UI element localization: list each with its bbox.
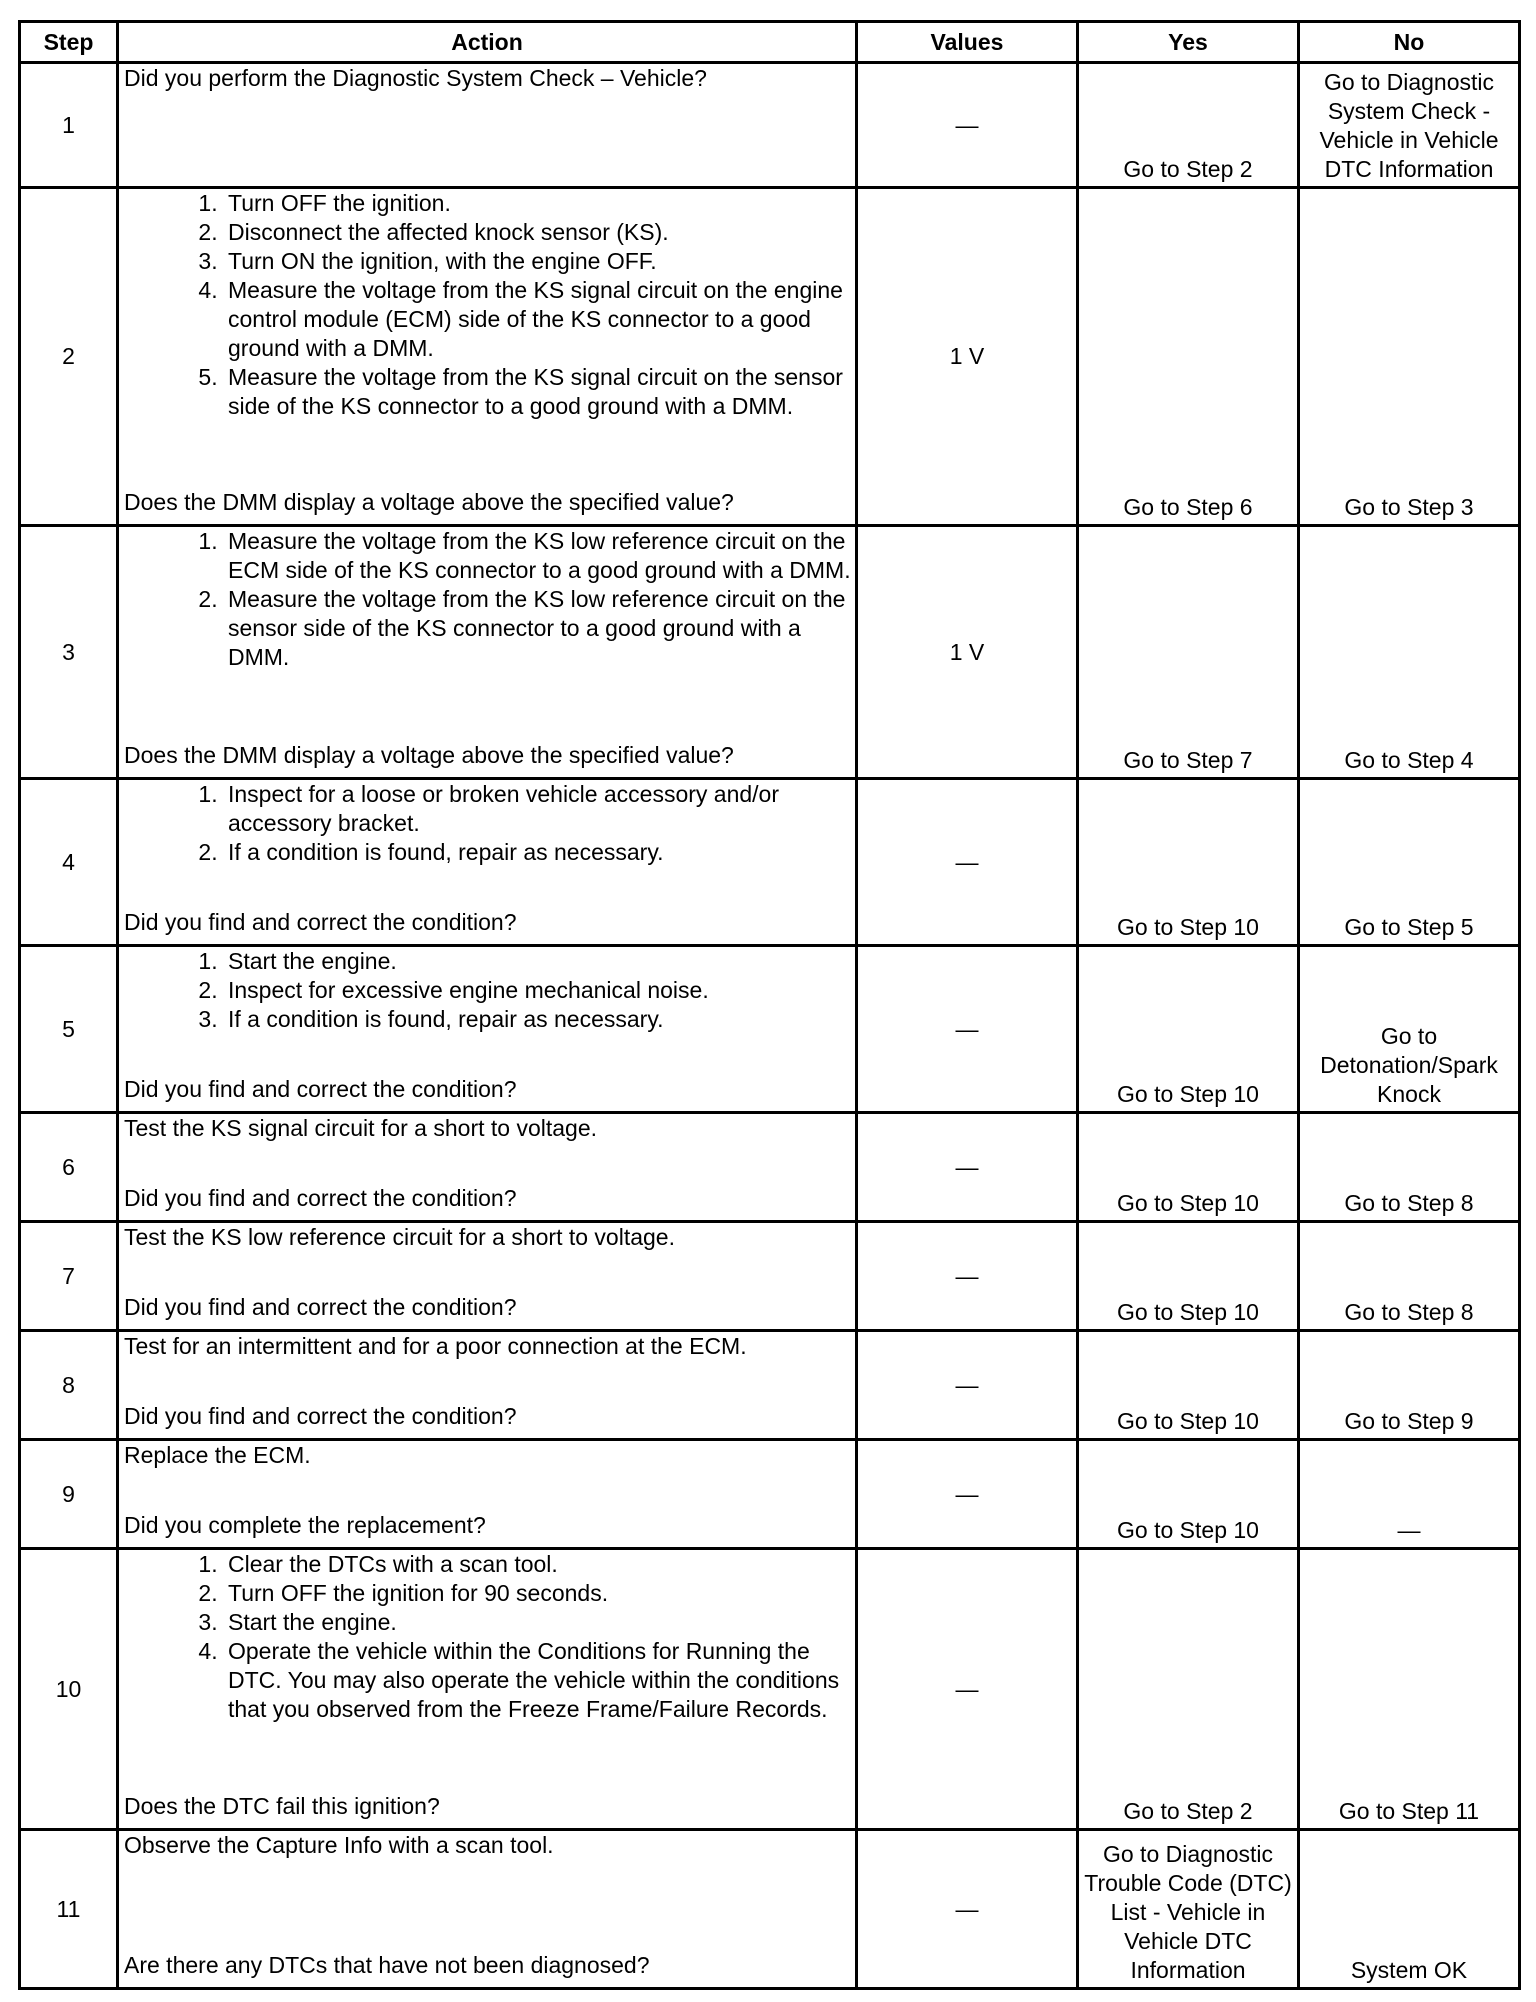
action-steps-list [124,1550,851,1724]
no-cell: System OK [1299,1830,1520,1989]
yes-cell: Go to Step 10 [1078,1222,1299,1331]
table-row [20,779,1520,946]
action-intro: Did you perform the Diagnostic System Check – Vehicle? [124,65,707,91]
table-row [20,188,1520,526]
action-cell [118,1331,857,1440]
header-values: Values [857,22,1078,63]
table-row [20,63,1520,188]
action-steps-list [124,189,851,421]
action-question: Did you find and correct the condition? [124,1403,517,1429]
values-cell: 1 V [857,526,1078,779]
table-row [20,1830,1520,1989]
values-cell: — [857,1549,1078,1830]
action-cell [118,1830,857,1989]
values-cell: — [857,1830,1078,1989]
header-step: Step [20,22,118,63]
action-step-item: 4. Operate the vehicle within the Conditions for Running the DTC. You may also operate the vehicle within the conditions that you observed from the Freeze Frame/Failure Records. [224,1637,851,1724]
action-question: Did you find and correct the condition? [124,909,517,935]
action-step-item: 1. Measure the voltage from the KS low reference circuit on the ECM side of the KS connector to a good ground with a DMM. [224,527,851,585]
step-number: 1 [20,63,118,188]
action-cell [118,1440,857,1549]
table-row [20,1113,1520,1222]
step-number: 4 [20,779,118,946]
action-steps-list [124,947,851,1034]
no-cell: Go to Step 11 [1299,1549,1520,1830]
step-number: 3 [20,526,118,779]
table-row [20,1222,1520,1331]
action-intro: Test for an intermittent and for a poor connection at the ECM. [124,1333,747,1359]
step-number: 9 [20,1440,118,1549]
step-number: 10 [20,1549,118,1830]
action-intro: Replace the ECM. [124,1442,311,1468]
action-step-item: 2. Inspect for excessive engine mechanical noise. [224,976,851,1005]
action-step-item: 2. Turn OFF the ignition for 90 seconds. [224,1579,851,1608]
values-cell: — [857,63,1078,188]
action-step-item: 2. If a condition is found, repair as necessary. [224,838,851,867]
yes-cell: Go to Step 7 [1078,526,1299,779]
action-step-item: 3. Turn ON the ignition, with the engine OFF. [224,247,851,276]
no-cell: Go to Step 4 [1299,526,1520,779]
action-step-item: 3. Start the engine. [224,1608,851,1637]
action-question: Does the DTC fail this ignition? [124,1793,440,1819]
action-question: Are there any DTCs that have not been diagnosed? [124,1952,650,1978]
values-cell: — [857,1331,1078,1440]
table-row [20,1440,1520,1549]
action-step-item: 3. If a condition is found, repair as necessary. [224,1005,851,1034]
step-number: 6 [20,1113,118,1222]
values-cell: — [857,1113,1078,1222]
action-question: Did you complete the replacement? [124,1512,486,1538]
action-question: Did you find and correct the condition? [124,1294,517,1320]
action-step-item: 1. Clear the DTCs with a scan tool. [224,1550,851,1579]
action-steps-list [124,527,851,672]
action-intro: Test the KS low reference circuit for a short to voltage. [124,1224,675,1250]
step-number: 2 [20,188,118,526]
action-question: Does the DMM display a voltage above the specified value? [124,489,734,515]
values-cell: — [857,1440,1078,1549]
action-cell [118,946,857,1113]
yes-cell: Go to Step 10 [1078,779,1299,946]
action-step-item: 1. Inspect for a loose or broken vehicle accessory and/or accessory bracket. [224,780,851,838]
yes-cell: Go to Step 2 [1078,63,1299,188]
action-step-item: 2. Measure the voltage from the KS low reference circuit on the sensor side of the KS connector to a good ground with a DMM. [224,585,851,672]
no-cell: Go to Step 3 [1299,188,1520,526]
yes-cell: Go to Step 10 [1078,946,1299,1113]
diagnostic-table [18,20,1521,1990]
action-cell [118,63,857,188]
yes-cell: Go to Step 6 [1078,188,1299,526]
header-action: Action [118,22,857,63]
values-cell: — [857,779,1078,946]
step-number: 5 [20,946,118,1113]
values-cell: — [857,1222,1078,1331]
action-question: Does the DMM display a voltage above the specified value? [124,742,734,768]
table-row [20,946,1520,1113]
action-cell [118,779,857,946]
action-cell [118,1549,857,1830]
action-cell [118,526,857,779]
table-row [20,1549,1520,1830]
no-cell: — [1299,1440,1520,1549]
no-cell: Go to Step 9 [1299,1331,1520,1440]
step-number: 7 [20,1222,118,1331]
action-question: Did you find and correct the condition? [124,1185,517,1211]
no-cell: Go to Step 8 [1299,1113,1520,1222]
values-cell: — [857,946,1078,1113]
step-number: 11 [20,1830,118,1989]
no-cell: Go to Step 5 [1299,779,1520,946]
action-question: Did you find and correct the condition? [124,1076,517,1102]
yes-cell: Go to Step 10 [1078,1331,1299,1440]
header-yes: Yes [1078,22,1299,63]
action-cell [118,1113,857,1222]
yes-cell: Go to Step 10 [1078,1113,1299,1222]
action-step-item: 2. Disconnect the affected knock sensor (KS). [224,218,851,247]
no-cell: Go to Step 8 [1299,1222,1520,1331]
action-cell [118,188,857,526]
table-row [20,526,1520,779]
step-number: 8 [20,1331,118,1440]
action-steps-list [124,780,851,867]
action-step-item: 1. Turn OFF the ignition. [224,189,851,218]
action-step-item: 1. Start the engine. [224,947,851,976]
yes-cell: Go to Step 10 [1078,1440,1299,1549]
action-intro: Observe the Capture Info with a scan tool. [124,1832,554,1858]
values-cell: 1 V [857,188,1078,526]
header-row [20,22,1520,63]
action-cell [118,1222,857,1331]
action-step-item: 4. Measure the voltage from the KS signal circuit on the engine control module (ECM) side of the KS connector to a good ground with a DMM. [224,276,851,363]
no-cell: Go to Detonation/Spark Knock [1299,946,1520,1113]
action-intro: Test the KS signal circuit for a short to voltage. [124,1115,598,1141]
header-no: No [1299,22,1520,63]
yes-cell: Go to Step 2 [1078,1549,1299,1830]
table-row [20,1331,1520,1440]
action-step-item: 5. Measure the voltage from the KS signal circuit on the sensor side of the KS connector to a good ground with a DMM. [224,363,851,421]
yes-cell: Go to Diagnostic Trouble Code (DTC) List - Vehicle in Vehicle DTC Information [1078,1830,1299,1989]
no-cell: Go to Diagnostic System Check - Vehicle in Vehicle DTC Information [1299,63,1520,188]
